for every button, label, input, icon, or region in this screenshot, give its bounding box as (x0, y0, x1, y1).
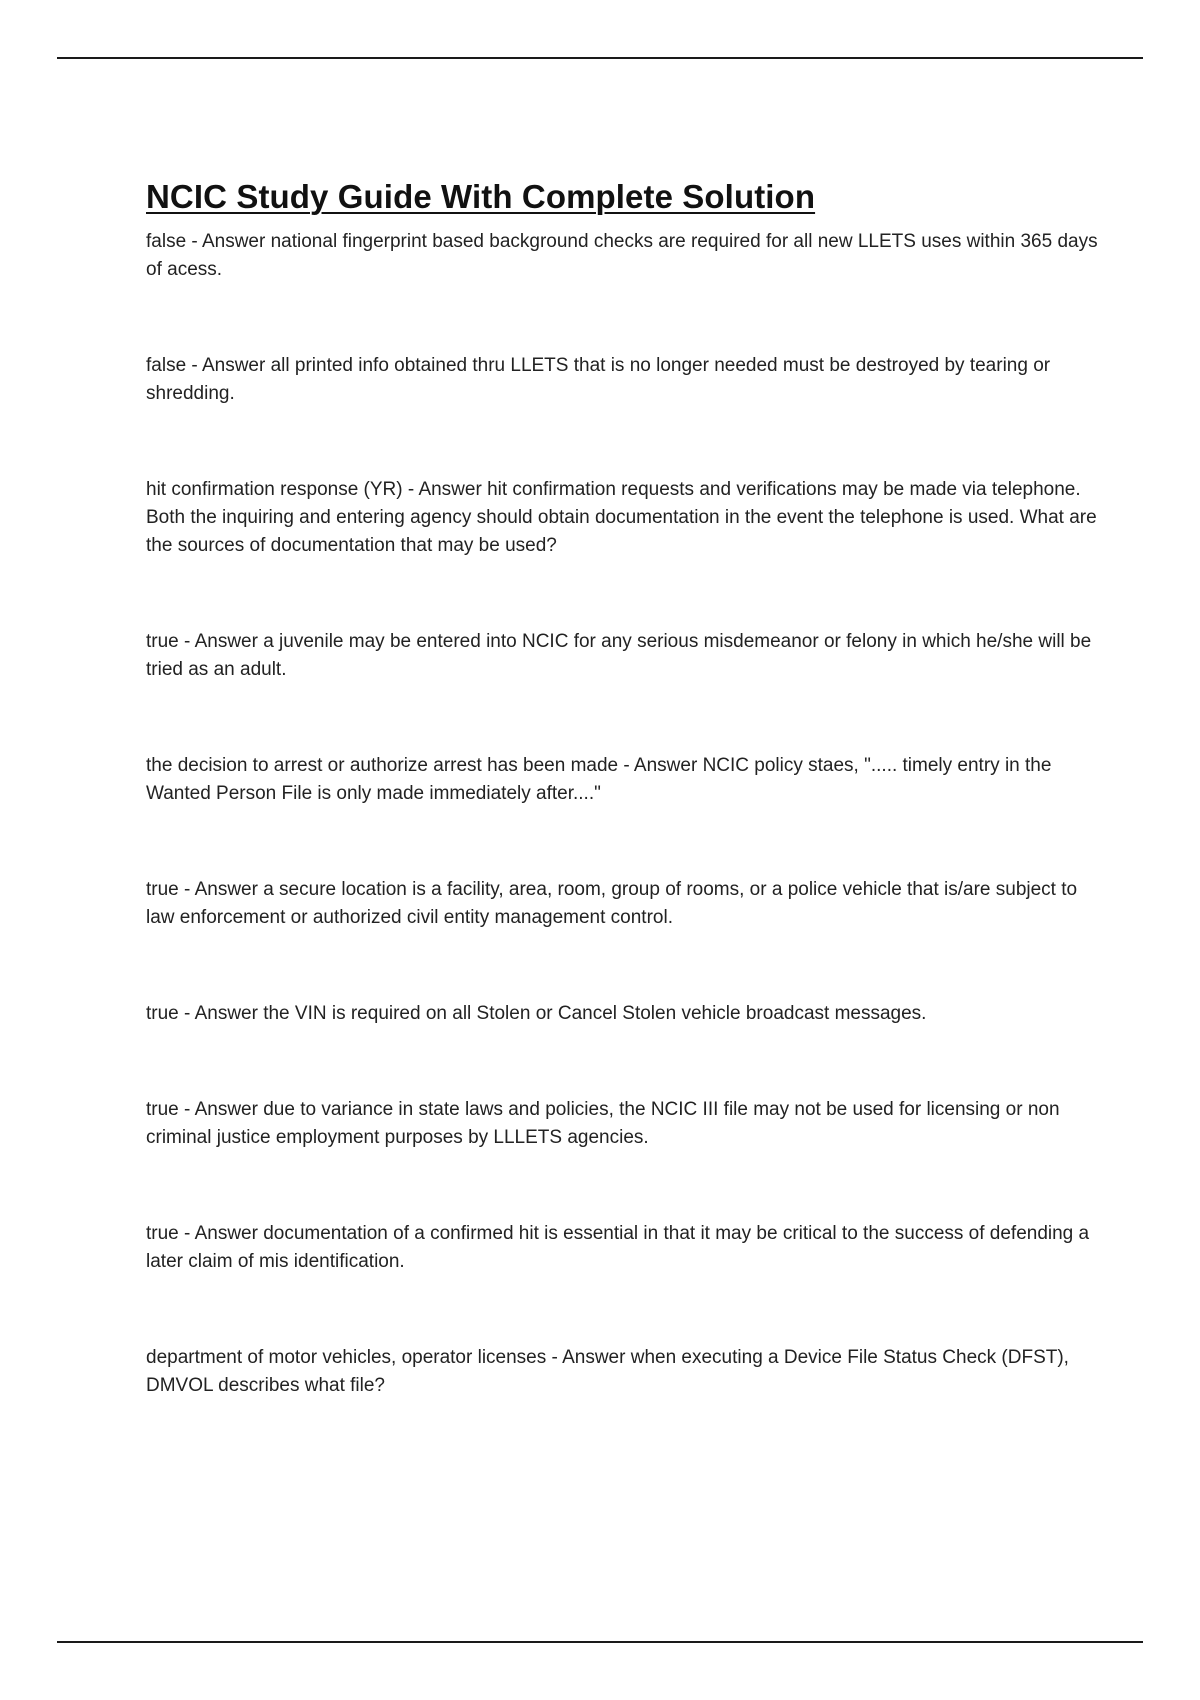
footer-rule (57, 1641, 1143, 1643)
header-rule (57, 57, 1143, 59)
qa-item: true - Answer a juvenile may be entered into NCIC for any serious misdemeanor or felony in which he/she will be tried as an adult. (146, 631, 1092, 680)
document-body (146, 178, 1106, 1468)
qa-item: false - Answer national fingerprint based background checks are required for all new LLETS uses within 365 days of acess. (146, 231, 1098, 280)
qa-item: hit confirmation response (YR) - Answer hit confirmation requests and verifications may be made via telephone. Both the inquiring and entering agency should obtain documentation in the event the telephone is used. What are the sources of documentation that may be used? (146, 479, 1097, 556)
qa-list (146, 228, 1106, 1400)
document-title: NCIC Study Guide With Complete Solution (146, 178, 816, 215)
qa-item: false - Answer all printed info obtained thru LLETS that is no longer needed must be destroyed by tearing or shredding. (146, 355, 1051, 404)
qa-item: true - Answer due to variance in state laws and policies, the NCIC III file may not be used for licensing or non criminal justice employment purposes by LLLETS agencies. (146, 1099, 1060, 1148)
qa-item: the decision to arrest or authorize arrest has been made - Answer NCIC policy staes, "..... timely entry in the Wanted Person File is only made immediately after...." (146, 755, 1052, 804)
qa-item: department of motor vehicles, operator licenses - Answer when executing a Device File Status Check (DFST), DMVOL describes what file? (146, 1347, 1069, 1396)
qa-item: true - Answer documentation of a confirmed hit is essential in that it may be critical to the success of defending a later claim of mis identification. (146, 1223, 1090, 1272)
qa-item: true - Answer the VIN is required on all Stolen or Cancel Stolen vehicle broadcast messages. (146, 1003, 927, 1024)
qa-item: true - Answer a secure location is a facility, area, room, group of rooms, or a police vehicle that is/are subject to law enforcement or authorized civil entity management control. (146, 879, 1078, 928)
